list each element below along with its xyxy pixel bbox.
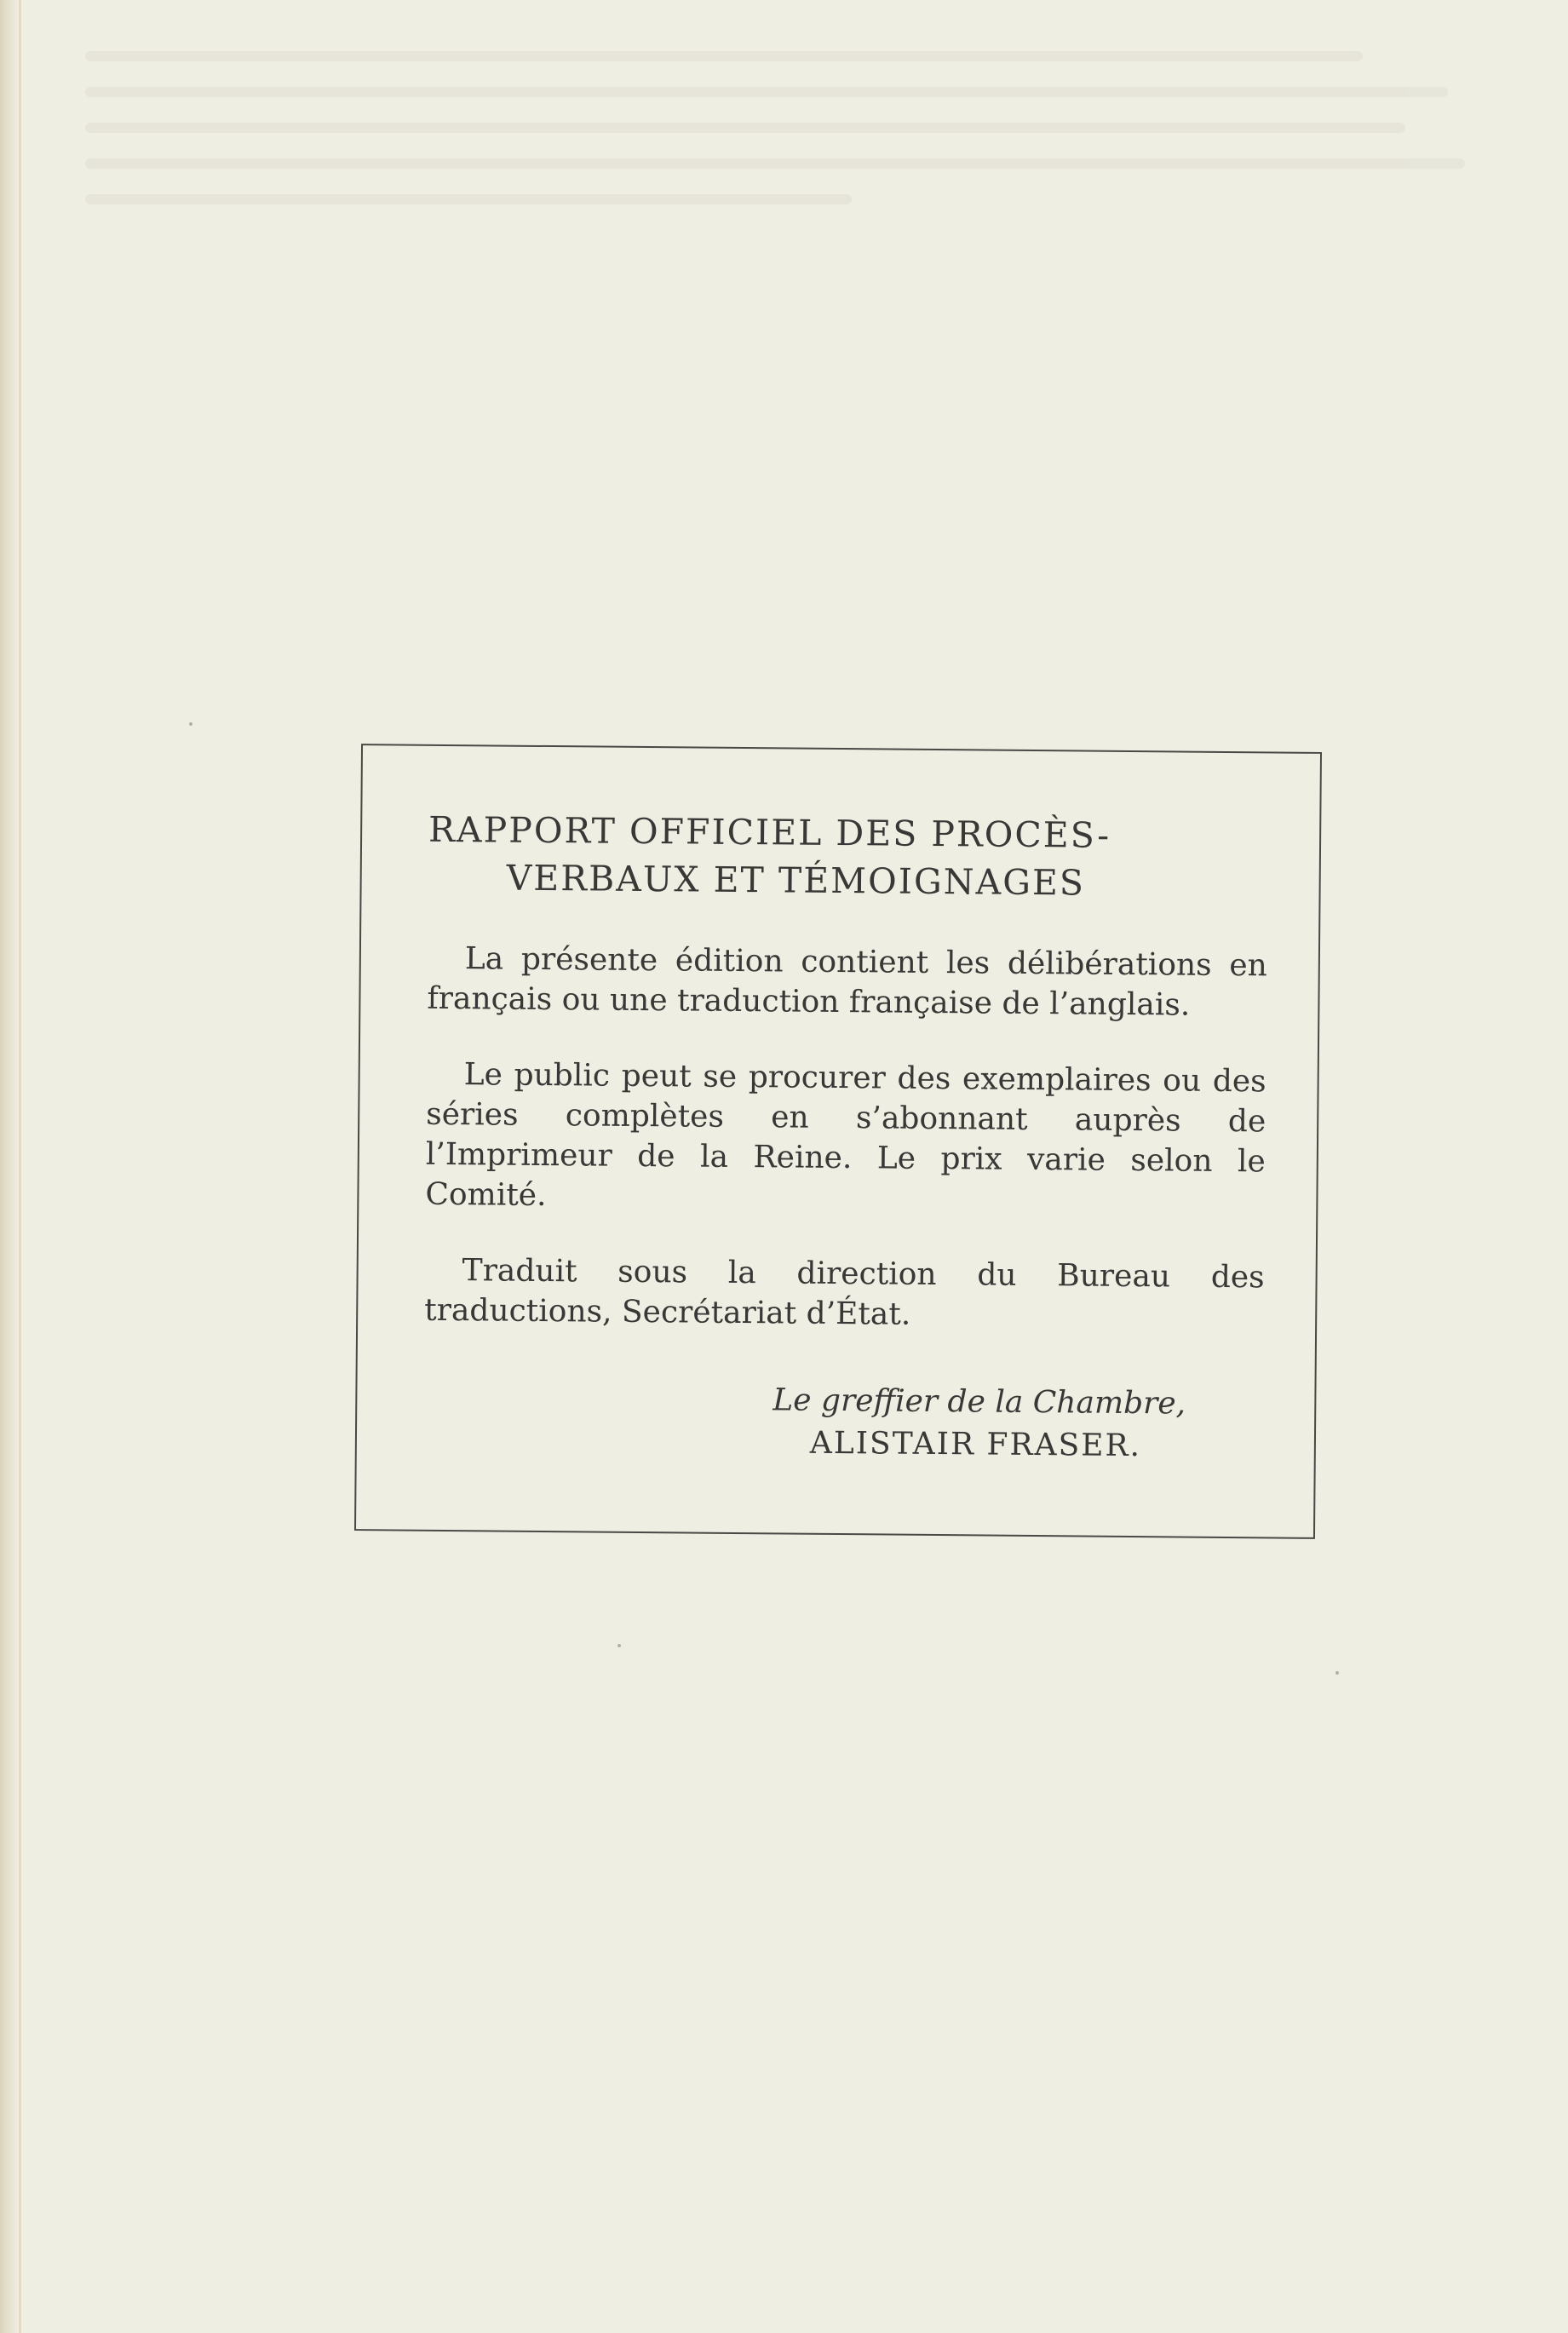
show-through-text <box>85 51 1482 230</box>
edition-contents-paragraph: La présente édition contient les délibérations en français ou une traduction française de l’anglais. <box>427 941 1267 1023</box>
translation-paragraph: Traduit sous la direction du Bureau des traductions, Secrétariat d’État. <box>424 1253 1265 1332</box>
notice-title-line-2: VERBAUX ET TÉMOIGNAGES <box>506 857 1086 904</box>
signature-name: ALISTAIR FRASER. <box>809 1425 1142 1464</box>
subscription-paragraph: Le public peut se procurer des exemplaires ou des séries complètes en s’abonnant auprès de l’Imprimeur de la Reine. Le prix varie selon le Comité. <box>425 1057 1266 1214</box>
paper-speck <box>189 722 192 726</box>
notice-title-line-1: RAPPORT OFFICIEL DES PROCÈS- <box>428 808 1111 856</box>
paper-speck <box>617 1644 621 1647</box>
page-edge-line <box>19 0 21 2333</box>
official-report-notice-box <box>354 744 1322 1539</box>
notice-title <box>428 806 1268 909</box>
paper-speck <box>1335 1671 1339 1675</box>
page-edge-shadow <box>0 0 19 2333</box>
signature-block <box>423 1376 1264 1469</box>
signature-role: Le greffier de la Chambre, <box>773 1382 1186 1422</box>
